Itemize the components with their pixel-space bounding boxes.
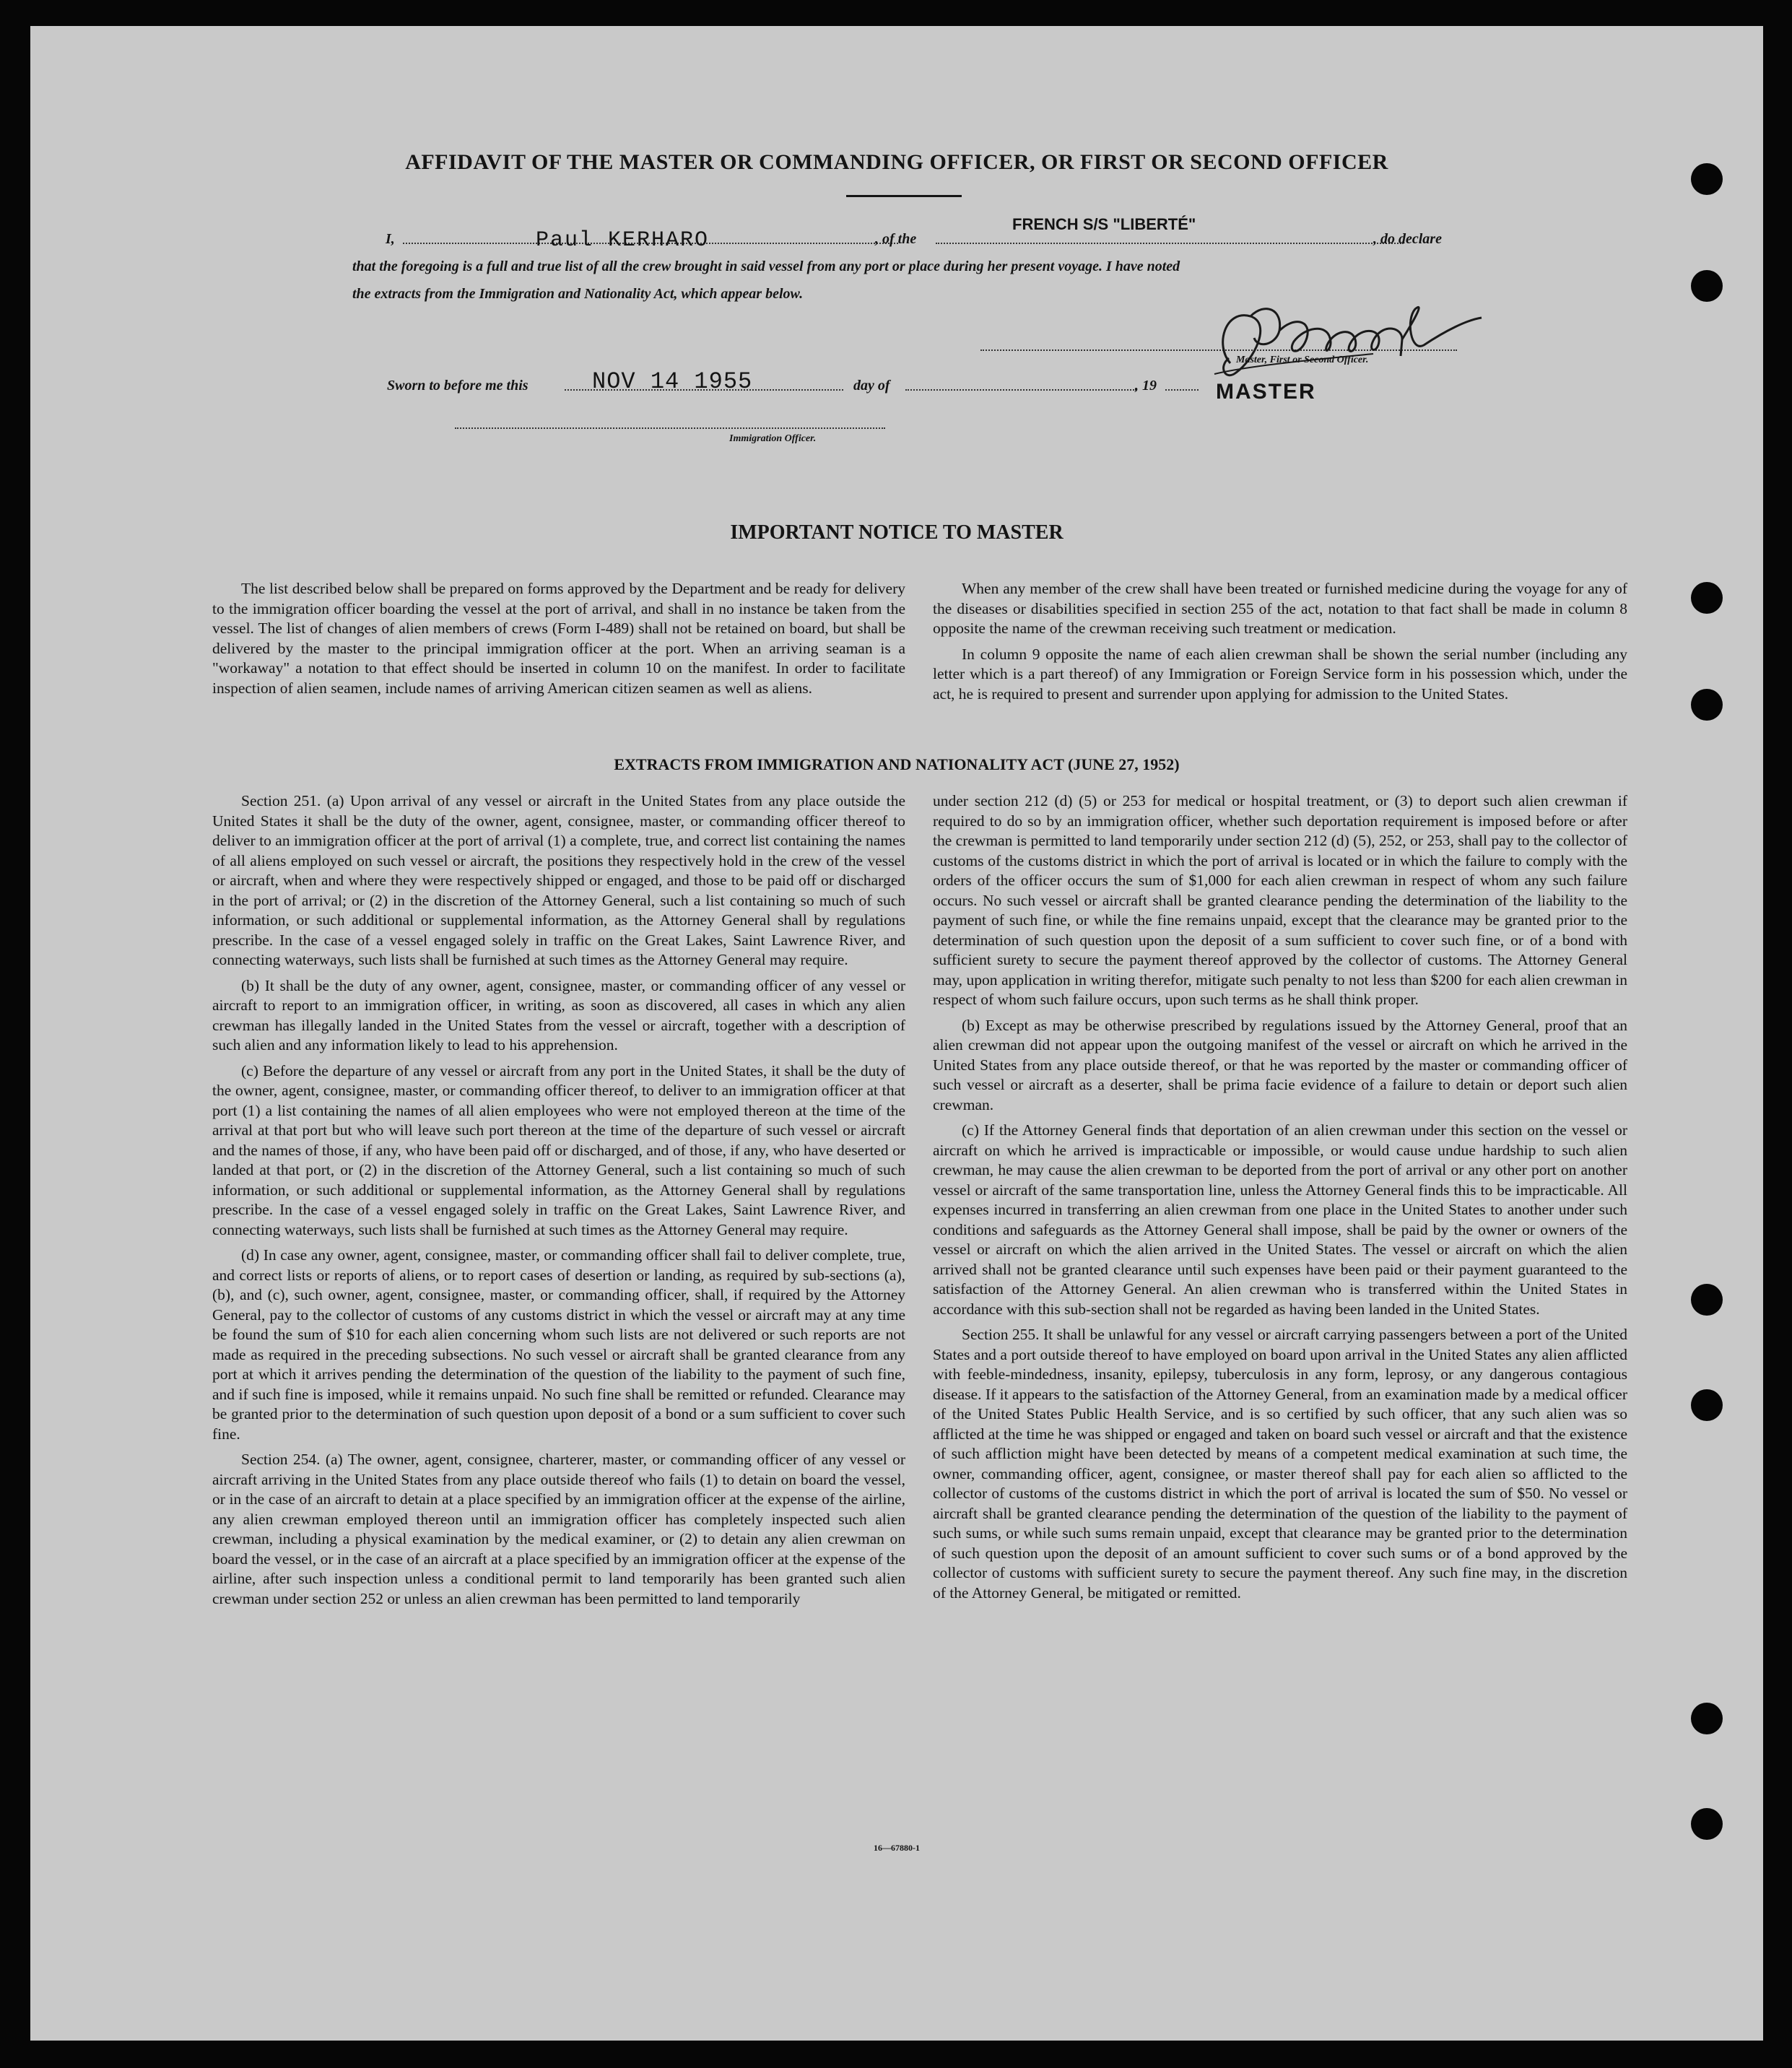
master-signature — [1186, 287, 1489, 388]
sworn-label: Sworn to before me this — [387, 378, 529, 394]
act-paragraph: Section 251. (a) Upon arrival of any vessel or aircraft in the United States from any place outside the United States it shall be the duty of the owner, agent, consignee, master, or commanding officer thereof to deliver to an immigration officer at the port of arrival (1) a complete, true, and correct list containing the names of all aliens employed on such vessel or aircraft, the positions they respectively hold in the crew of the vessel or aircraft, when and where they were respectively shipped or engaged, and those to be paid off or discharged in the port of arrival; or (2) in the discretion of the Attorney General, such a list containing so much of such information, or such additional or supplemental information, as the Attorney General shall by regulations prescribe. In the case of a vessel engaged solely in traffic on the Great Lakes, Saint Lawrence River, and connecting waterways, such lists shall be furnished at such times as the Attorney General may require. — [212, 792, 905, 968]
vessel-name: FRENCH S/S "LIBERTÉ" — [1012, 215, 1196, 233]
act-paragraph: under section 212 (d) (5) or 253 for medical or hospital treatment, or (3) to deport such alien crewman if required to do so by an immigration officer, whether such deportation requirement is imposed before or after the crewman is permitted to land temporarily under section 212 (d) (5), 252, or 253, shall pay to the collector of customs of the customs district in which the port of arrival is located or in which the failure to comply with the orders of the officer occurs the sum of $1,000 for each alien crewman in respect of whom any such failure occurs. No such vessel or aircraft shall be granted clearance pending the determination of the liability to the payment of such fine, or while the fine remains unpaid, except that the clearance may be granted prior to the determination of such question upon the deposit of a sum sufficient to cover such fine, or of a bond with sufficient surety to secure the payment thereof approved by the collector of customs. The Attorney General may, upon application in writing therefor, mitigate such penalty to not less than $200 for each alien crewman in respect of whom such failure occurs, upon such terms as he shall think proper. — [933, 792, 1627, 1008]
act-paragraph: Section 255. It shall be unlawful for any vessel or aircraft carrying passengers between a port of the United States and a port outside thereof to have employed on board upon arrival in the United States any alien afflicted with feeble-mindedness, insanity, epilepsy, tuberculosis in any form, leprosy, or any dangerous contagious disease. If it appears to the satisfaction of the Attorney General, from an examination made by a medical officer of the United States Public Health Service, and is so certified by such officer, that any such alien was so afflicted at the time he was shipped or engaged and taken on board such vessel or aircraft and that the existence of such affliction might have been detected by means of a competent medical examination at such time, the owner, commanding officer, agent, consignee, or master thereof shall pay for each alien so afflicted to the collector of customs of the customs district in which the port of arrival is located the sum of $50. No vessel or aircraft shall be granted clearance pending the determination of the question of the liability to the payment of such sums, or while such sums remain unpaid, except that clearance may be granted prior to the determination of such question upon the deposit of an amount sufficient to cover such sums or of a bond approved by the collector of customs with sufficient surety to secure the payment thereof. Any such fine may, in the discretion of the Attorney General, be mitigated or remitted. — [933, 1326, 1627, 1602]
month-field-line — [905, 389, 1136, 391]
extracts-heading: EXTRACTS FROM IMMIGRATION AND NATIONALITY ACT (JUNE 27, 1952) — [614, 755, 1180, 773]
officer-caption: Immigration Officer. — [729, 433, 817, 444]
affidavit-title: AFFIDAVIT OF THE MASTER OR COMMANDING OFFICER, OR FIRST OR SECOND OFFICER — [405, 150, 1388, 174]
notice-paragraph: In column 9 opposite the name of each alien crewman shall be shown the serial number (including any letter which is a part thereof) of any Immigration or Foreign Service form in his possession which, under the act, he is required to present and surrender upon applying for admission to the United States. — [933, 645, 1627, 703]
declarant-name: Paul KERHARO — [536, 228, 710, 253]
master-stamp: MASTER — [1216, 380, 1316, 404]
declaration-line-2: that the foregoing is a full and true list of all the crew brought in said vessel from any port or place during her present voyage. I have noted — [352, 258, 1180, 274]
year-label: , 19 — [1135, 378, 1157, 394]
declaration-of-the: , of the — [875, 231, 917, 247]
act-paragraph: (d) In case any owner, agent, consignee, master, or commanding officer shall fail to deliver complete, true, and correct lists or reports of aliens, or to report cases of desertion or landing, as required by sub-sections (a), (b), and (c), such owner, agent, consignee, master, or commanding officer, shall, if required by the Attorney General, pay to the collector of customs of any customs district in which the vessel or aircraft may at any time be found the sum of $10 for each alien concerning whom such lists are not delivered or such reports are not made as required in the preceding subsections. No such vessel or aircraft shall be granted clearance from any port at which it arrives pending the determination of the question of the liability to the payment of such fine, and if such fine is imposed, while it remains unpaid. No such fine shall be remitted or refunded. Clearance may be granted prior to the determination of such question upon deposit of a bond or a sum sufficient to cover such fine. — [212, 1246, 905, 1443]
binder-hole — [1691, 1703, 1723, 1734]
sworn-date-stamp: NOV 14 1955 — [592, 368, 753, 395]
day-of-label: day of — [853, 378, 890, 394]
declaration-do-declare: , do declare — [1373, 231, 1442, 247]
notice-paragraph: When any member of the crew shall have been treated or furnished medicine during the voyage for any of the diseases or disabilities specified in section 255 of the act, notation to that fact shall be made in column 8 opposite the name of the crewman receiving such treatment or medication. — [933, 580, 1627, 637]
binder-hole — [1691, 1284, 1723, 1316]
binder-hole — [1691, 1389, 1723, 1421]
act-paragraph: (b) It shall be the duty of any owner, agent, consignee, master, or commanding officer of any vessel or aircraft to report to an immigration officer, in writing, as soon as discovered, all cases in which any alien crewman has illegally landed in the United States from the vessel or aircraft, together with a description of such alien and any information likely to lead to his apprehension. — [212, 976, 905, 1053]
vessel-field-line — [936, 243, 1404, 244]
act-paragraph: Section 254. (a) The owner, agent, consignee, charterer, master, or commanding officer of any vessel or aircraft arriving in the United States from any place outside thereof who fails (1) to detain on board the vessel, or in the case of an aircraft to detain at a place specified by an immigration officer at the expense of the airline, any alien crewman employed thereon until an immigration officer has completely inspected such alien crewman, including a physical examination by the medical examiner, or (2) to detain any alien crewman on board the vessel, or in the case of an aircraft at a place specified by an immigration officer at the expense of the airline, after such inspection unless a conditional permit to land temporarily has been granted such alien crewman under section 252 or unless an alien crewman has been permitted to land temporarily — [212, 1451, 905, 1607]
declaration-line-3: the extracts from the Immigration and Nationality Act, which appear below. — [352, 286, 804, 302]
declaration-I: I, — [386, 231, 395, 247]
notice-paragraph: The list described below shall be prepared on forms approved by the Department and be ready for delivery to the immigration officer boarding the vessel at the port of arrival, and shall in no instance be taken from the vessel. The list of changes of alien members of crews (Form I-489) shall not be retained on board, but shall be delivered by the master to the principal immigration officer at the port. When an arriving seaman is a "workaway" a notation to that effect should be inserted in column 10 on the manifest. In order to facilitate inspection of alien seamen, include names of arriving American citizen seamen as well as aliens. — [212, 580, 905, 697]
extracts-right-column — [933, 791, 1627, 1609]
year-field-line — [1165, 389, 1199, 391]
notice-right-column — [933, 579, 1627, 710]
act-paragraph: (c) Before the departure of any vessel or aircraft from any port in the United States, it shall be the duty of the owner, agent, consignee, master, or commanding officer thereof, to deliver to an immigration officer at that port (1) a list containing the names of all alien employees who were not employed thereon at the time of the arrival at that port but who will leave such port thereon at the time of the departure of such vessel or aircraft and the names of those, if any, who have been paid off or discharged, and of those, if any, who have deserted or landed at that port, or (2) in the discretion of the Attorney General, such a list containing so much of such information, or such additional or supplemental information, as the Attorney General shall by regulations prescribe. In the case of a vessel engaged solely in traffic on the Great Lakes, Saint Lawrence River, and connecting waterways, such lists shall be furnished at such times as the Attorney General may require. — [212, 1061, 905, 1238]
binder-hole — [1691, 582, 1723, 614]
title-underline — [846, 195, 962, 197]
act-paragraph: (b) Except as may be otherwise prescribed by regulations issued by the Attorney General, proof that an alien crewman did not appear upon the outgoing manifest of the vessel or aircraft on which he arrived in the United States from any place outside thereof, or that he was reported by the master or commanding officer of such vessel or aircraft as a deserter, shall be prima facie evidence of a failure to detain or deport such alien crewman. — [933, 1016, 1627, 1113]
act-paragraph: (c) If the Attorney General finds that deportation of an alien crewman under this section on the vessel or aircraft on which he arrived is impracticable or impossible, or would cause undue hardship to such alien crewman, he may cause the alien crewman to be deported from the port of arrival or any other port on another vessel or aircraft of the same transportation line, unless the Attorney General finds this to be impracticable. All expenses incurred in transferring an alien crewman from one place in the United States to another under such conditions and safeguards as the Attorney General shall impose, shall be paid by the owner or owners of the vessel or aircraft on which the alien arrived in the United States. The vessel or aircraft on which the alien arrived shall not be granted clearance until such expenses have been paid or their payment guaranteed to the satisfaction of the Attorney General. An alien crewman who is transferred within the United States in accordance with this sub-section shall not be regarded as having been landed in the United States. — [933, 1121, 1627, 1318]
signature-caption: Master, First or Second Officer. — [1236, 355, 1369, 365]
binder-hole — [1691, 689, 1723, 721]
extracts-left-column — [212, 791, 905, 1615]
officer-signature-line — [455, 427, 885, 429]
form-code: 16—67880-1 — [874, 1843, 920, 1853]
notice-left-column — [212, 579, 905, 704]
notice-heading: IMPORTANT NOTICE TO MASTER — [730, 521, 1064, 544]
document-page — [30, 26, 1763, 2041]
binder-hole — [1691, 1808, 1723, 1840]
